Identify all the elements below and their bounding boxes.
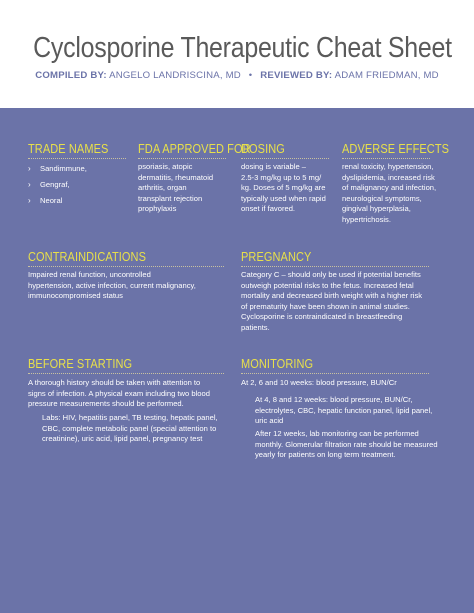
before-starting-labs: Labs: HIV, hepatitis panel, TB testing, hepatic panel, CBC, complete metabolic panel (special attention to creatinine), uric acid, lipid panel, pregnancy test [42, 413, 218, 444]
before-starting-rule [28, 373, 224, 374]
pregnancy-text: Category C – should only be used if potential benefits outweigh potential risks to the fetus. Increased fetal mortality and decreased birth weight with a higher risk of prematurity have been shown in animal studies. Cyclosporine is contraindicated in breastfeeding patients. [241, 270, 423, 332]
reviewed-by-name: ADAM FRIEDMAN, MD [334, 70, 439, 81]
separator-dot: • [248, 70, 253, 81]
header [0, 0, 474, 108]
trade-names-title: TRADE NAMES [28, 142, 109, 156]
chevron-right-icon: › [28, 163, 31, 173]
adverse-effects-text: renal toxicity, hypertension, dyslipidemia, increased risk of malignancy and infection, neurological symptoms, gingival hyperplasia, hypertrichosis. [342, 162, 437, 224]
list-item: › Neoral [28, 195, 63, 205]
reviewed-by-label: REVIEWED BY: [260, 70, 333, 81]
monitoring-title: MONITORING [241, 357, 314, 371]
page-title: Cyclosporine Therapeutic Cheat Sheet [33, 32, 452, 64]
fda-approved-text: psoriasis, atopic dermatitis, rheumatoid arthritis, organ transplant rejection prophylaxis [138, 162, 214, 214]
fda-approved-rule [138, 158, 226, 159]
before-starting-intro: A thorough history should be taken with attention to signs of infection. A physical exam including two blood pressure measurements should be performed. [28, 378, 210, 409]
compiled-by-label: COMPILED BY: [35, 70, 107, 81]
compiled-by-name: ANGELO LANDRISCINA, MD [109, 70, 241, 81]
trade-names-list [28, 160, 87, 208]
content-panel [0, 108, 474, 613]
trade-names-rule [28, 158, 126, 159]
list-item: › Gengraf, [28, 179, 70, 189]
credits-line [0, 70, 474, 81]
contraindications-title: CONTRAINDICATIONS [28, 250, 147, 264]
chevron-right-icon: › [28, 195, 31, 205]
adverse-effects-rule [342, 158, 430, 159]
chevron-right-icon: › [28, 179, 31, 189]
monitoring-rule [241, 373, 429, 374]
dosing-title: DOSING [241, 142, 285, 156]
pregnancy-rule [241, 266, 429, 267]
list-item: › Sandimmune, [28, 163, 87, 173]
pregnancy-title: PREGNANCY [241, 250, 312, 264]
dosing-text: dosing is variable – 2.5-3 mg/kg up to 5 mg/ kg. Doses of 5 mg/kg are typically used when rapid onset if favored. [241, 162, 326, 214]
adverse-effects-title: ADVERSE EFFECTS [342, 142, 450, 156]
dosing-rule [241, 158, 329, 159]
contraindications-text: Impaired renal function, uncontrolled hypertension, active infection, current malignancy, immunocompromised status [28, 270, 196, 301]
monitoring-line1: At 2, 6 and 10 weeks: blood pressure, BUN/Cr [241, 378, 397, 387]
before-starting-title: BEFORE STARTING [28, 357, 133, 371]
monitoring-block2: At 4, 8 and 12 weeks: blood pressure, BUN/Cr, electrolytes, CBC, hepatic function panel, lipid panel, uric acid [255, 395, 433, 426]
fda-approved-title: FDA APPROVED FOR [138, 142, 251, 156]
monitoring-block3: After 12 weeks, lab monitoring can be performed monthly. Glomerular filtration rate should be measured yearly for patients on long term treatment. [255, 429, 438, 460]
contraindications-rule [28, 266, 224, 267]
